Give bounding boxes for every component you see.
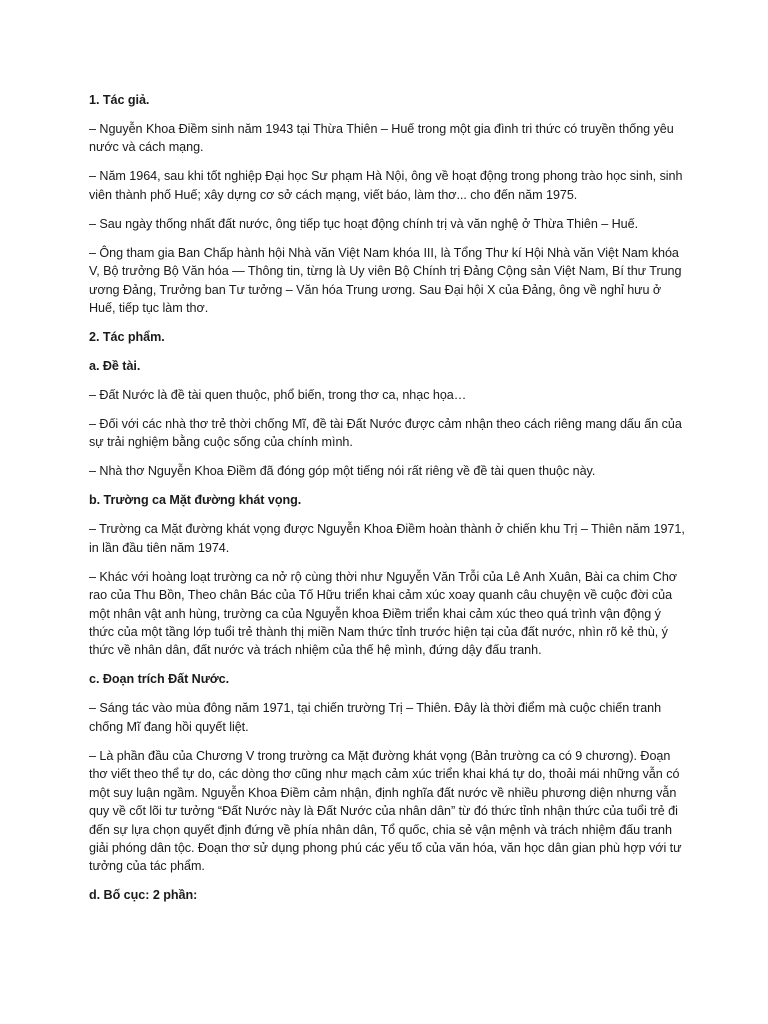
paragraph: – Đối với các nhà thơ trẻ thời chống Mĩ, đề tài Đất Nước được cảm nhận theo cách riêng mang dấu ấn của sự trải nghiệm bằng cuộc sống của chính mình. bbox=[89, 417, 682, 450]
document-page bbox=[89, 91, 685, 915]
paragraph: – Trường ca Mặt đường khát vọng được Nguyễn Khoa Điềm hoàn thành ở chiến khu Trị – Thiên năm 1971, in lần đầu tiên năm 1974. bbox=[89, 522, 685, 555]
paragraph: – Đất Nước là đề tài quen thuộc, phổ biến, trong thơ ca, nhạc họa… bbox=[89, 388, 467, 403]
paragraph: – Năm 1964, sau khi tốt nghiệp Đại học Sư phạm Hà Nội, ông về hoạt động trong phong trào học sinh, sinh viên thành phố Huế; xây dựng cơ sở cách mạng, viết báo, làm thơ... cho đến năm 1975. bbox=[89, 169, 683, 202]
heading-de-tai: a. Đề tài. bbox=[89, 359, 141, 374]
paragraph: – Khác với hoàng loạt trường ca nở rộ cùng thời như Nguyễn Văn Trỗi của Lê Anh Xuân, Bài ca chim Chơ rao của Thu Bồn, Theo chân Bác của Tố Hữu triển khai cảm xúc xoay quanh câu chuyện về cuộc đời của một nhân vật anh hùng, trường ca của Nguyễn khoa Điềm triển khai cảm xúc theo quá trình vận động ý thức của một tầng lớp tuổi trẻ thành thị miền Nam thức tỉnh trước hiện tại của đất nước, nhìn rõ kẻ thù, ý thức về nhân dân, đất nước và trách nhiệm của thế hệ mình, đứng dậy đấu tranh. bbox=[89, 569, 678, 658]
paragraph: – Nguyễn Khoa Điềm sinh năm 1943 tại Thừa Thiên – Huế trong một gia đình tri thức có truyền thống yêu nước và cách mạng. bbox=[89, 122, 674, 155]
paragraph: – Nhà thơ Nguyễn Khoa Điềm đã đóng góp một tiếng nói rất riêng về đề tài quen thuộc này. bbox=[89, 464, 596, 479]
heading-tac-gia: 1. Tác giả. bbox=[89, 93, 150, 107]
heading-bo-cuc: d. Bố cục: 2 phần: bbox=[89, 888, 198, 903]
heading-tac-pham: 2. Tác phẩm. bbox=[89, 330, 165, 345]
paragraph: – Ông tham gia Ban Chấp hành hội Nhà văn Việt Nam khóa III, là Tổng Thư kí Hội Nhà văn Việt Nam khóa V, Bộ trưởng Bộ Văn hóa — Thông tin, từng là Uy viên Bộ Chính trị Đảng Cộng sản Việt Nam, Bí thư Trung ương Đảng, Trưởng ban Tư tưởng – Văn hóa Trung ương. Sau Đại hội X của Đảng, ông về nghỉ hưu ở Huế, tiếp tục làm thơ. bbox=[89, 245, 682, 316]
paragraph: – Là phần đầu của Chương V trong trường ca Mặt đường khát vọng (Bản trường ca có 9 chương). Đoạn thơ viết theo thể tự do, các dòng thơ cũng như mạch cảm xúc triển khai khá tự do, thoải mái những vẫn có một suy luận ngầm. Nguyễn Khoa Điềm cảm nhận, định nghĩa đất nước về nhiều phương diện nhưng vẫn quy về cốt lõi tư tưởng “Đất Nước này là Đất Nước của nhân dân” từ đó thức tỉnh nhận thức của tuổi trẻ đi đến sự lựa chọn quyết định đứng về phía nhân dân, Tổ quốc, chia sẻ vận mệnh và trách nhiệm đấu tranh giải phóng dân tộc. Đoạn thơ sử dụng phong phú các yếu tố của văn hóa, văn học dân gian phù hợp với tư tưởng của tác phẩm. bbox=[89, 748, 682, 874]
heading-doan-trich: c. Đoạn trích Đất Nước. bbox=[89, 672, 230, 687]
paragraph: – Sau ngày thống nhất đất nước, ông tiếp tục hoạt động chính trị và văn nghệ ở Thừa Thiên – Huế. bbox=[89, 216, 639, 231]
heading-truong-ca: b. Trường ca Mặt đường khát vọng. bbox=[89, 493, 302, 508]
paragraph: – Sáng tác vào mùa đông năm 1971, tại chiến trường Trị – Thiên. Đây là thời điểm mà cuộc chiến tranh chống Mĩ đang hồi quyết liệt. bbox=[89, 701, 662, 734]
